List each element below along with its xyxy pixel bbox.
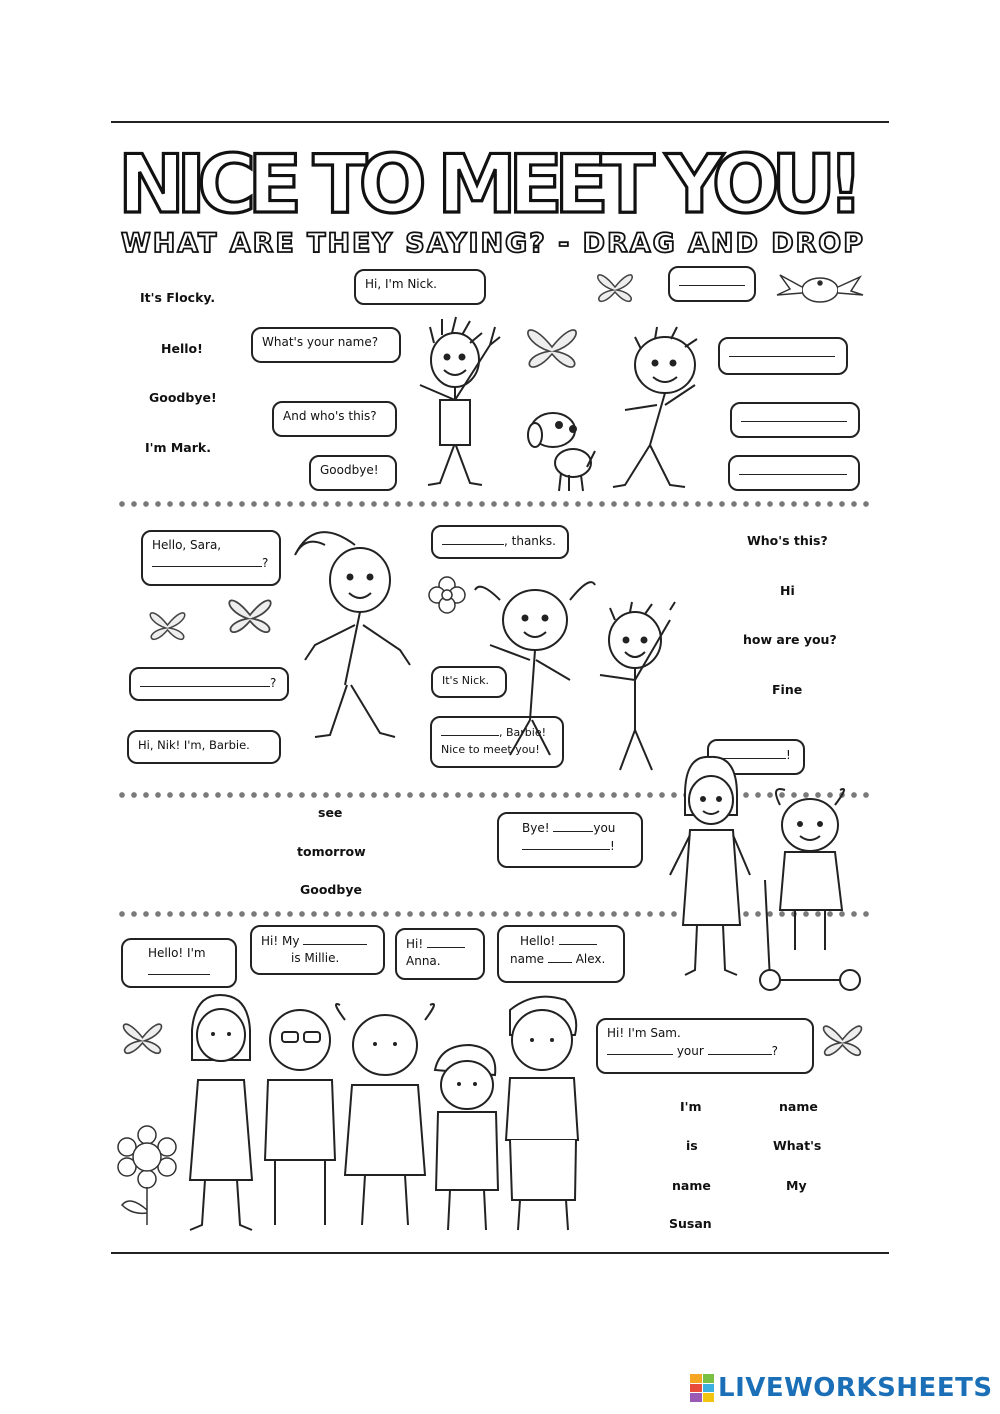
butterfly-icon xyxy=(815,1012,870,1067)
bubble-text: And who's this? xyxy=(283,409,377,423)
bubble-text: , Barbie! xyxy=(499,726,547,739)
bubble-text: you xyxy=(593,821,616,835)
bubble-text: is Millie. xyxy=(291,951,340,966)
boy-nick-waving-drawing xyxy=(400,315,530,495)
bird-icon xyxy=(775,265,865,310)
answer-blank[interactable] xyxy=(427,935,465,948)
bubble-text: name xyxy=(510,952,545,967)
speech-bubble-hello-alex xyxy=(497,925,625,983)
word-bank-item[interactable]: see xyxy=(318,805,343,820)
word-bank-item[interactable]: name xyxy=(779,1099,818,1114)
speech-bubble-who-is-this xyxy=(272,401,397,437)
speech-bubble-hello-sara: Hello, Sara, ? xyxy=(141,530,281,586)
answer-bubble[interactable] xyxy=(718,337,848,375)
word-bank-item[interactable]: Goodbye! xyxy=(149,390,217,405)
bubble-text: Hello! xyxy=(520,934,556,948)
title-banner xyxy=(112,128,872,260)
answer-blank[interactable] xyxy=(553,819,593,832)
answer-blank[interactable] xyxy=(148,962,210,975)
word-bank-item[interactable]: Hi xyxy=(780,583,795,598)
butterfly-icon xyxy=(512,312,592,382)
word-bank-item[interactable]: Hello! xyxy=(161,341,203,356)
answer-blank[interactable] xyxy=(522,837,610,850)
bubble-text: , thanks. xyxy=(504,534,556,548)
boy-mark-drawing xyxy=(605,325,720,495)
girl-barbie-drawing xyxy=(285,515,425,745)
answer-bubble[interactable] xyxy=(668,266,756,302)
speech-bubble-whats-your-name xyxy=(251,327,401,363)
sunflower-icon xyxy=(112,1125,182,1230)
girl-in-dress-drawing xyxy=(665,755,755,985)
bubble-text: Hi, Nik! I'm, Barbie. xyxy=(138,738,250,752)
bubble-text: Alex. xyxy=(575,952,606,967)
butterfly-icon xyxy=(140,600,195,650)
group-of-children-drawing xyxy=(180,990,640,1240)
word-bank-item[interactable]: is xyxy=(686,1138,698,1153)
flower-icon xyxy=(425,573,470,618)
bubble-text: Nice to meet you! xyxy=(441,742,540,756)
speech-bubble-hello-im xyxy=(121,938,237,988)
speech-bubble-answer: ! xyxy=(707,739,805,775)
word-bank-item[interactable]: how are you? xyxy=(743,632,837,647)
answer-blank[interactable] xyxy=(708,1042,772,1055)
bottom-rule xyxy=(111,1252,889,1254)
bubble-text: It's Nick. xyxy=(442,674,490,687)
answer-blank[interactable] xyxy=(140,674,270,687)
dog-flocky-drawing xyxy=(525,405,605,495)
answer-blank[interactable] xyxy=(152,554,262,567)
word-bank-item[interactable]: What's xyxy=(773,1138,822,1153)
answer-blank[interactable] xyxy=(442,532,504,545)
answer-blank[interactable] xyxy=(679,273,745,286)
answer-blank[interactable] xyxy=(303,932,367,945)
word-bank-item[interactable]: My xyxy=(786,1178,807,1193)
bubble-text: Bye! xyxy=(522,821,550,835)
butterfly-icon xyxy=(115,1010,170,1065)
butterfly-icon xyxy=(220,585,280,645)
logo-mark-icon xyxy=(690,1374,714,1402)
word-bank-item[interactable]: Goodbye xyxy=(300,882,362,897)
bubble-text: Anna. xyxy=(406,954,441,969)
speech-bubble-bye: Bye! you ! xyxy=(497,812,643,868)
speech-bubble-thanks xyxy=(431,525,569,559)
word-bank-item[interactable]: tomorrow xyxy=(297,844,366,859)
word-bank-item[interactable]: name xyxy=(672,1178,711,1193)
answer-bubble[interactable] xyxy=(730,402,860,438)
word-bank-item[interactable]: Susan xyxy=(669,1216,712,1231)
bubble-text: Hi! My xyxy=(261,934,300,948)
answer-blank[interactable] xyxy=(559,932,597,945)
bubble-text: What's your name? xyxy=(262,335,379,349)
word-bank-item[interactable]: Who's this? xyxy=(747,533,828,548)
answer-blank[interactable] xyxy=(548,950,572,963)
answer-blank[interactable] xyxy=(739,462,847,475)
worksheet-subtitle: WHAT ARE THEY SAYING? - DRAG AND DROP xyxy=(121,228,863,259)
speech-bubble-hi-nick xyxy=(354,269,486,305)
section-divider-1 xyxy=(116,501,870,507)
speech-bubble-hi-my xyxy=(250,925,385,975)
bubble-text: Goodbye! xyxy=(320,463,379,477)
answer-bubble[interactable] xyxy=(728,455,860,491)
speech-bubble-goodbye xyxy=(309,455,397,491)
speech-bubble-hi-nik xyxy=(127,730,281,764)
girl-sara-drawing xyxy=(470,560,600,760)
worksheet-title: NICE TO MEET YOU! xyxy=(118,138,866,231)
answer-blank[interactable] xyxy=(741,409,847,422)
bubble-text: Hello! I'm xyxy=(148,946,206,960)
bubble-text: Hi, I'm Nick. xyxy=(365,277,437,291)
bubble-text: Hi! I'm Sam. xyxy=(607,1026,681,1040)
bubble-text: your xyxy=(676,1044,704,1059)
boy-nick-drawing xyxy=(590,600,690,780)
butterfly-icon xyxy=(590,262,640,312)
word-bank-item[interactable]: I'm xyxy=(680,1099,702,1114)
brand-name: LIVEWORKSHEETS xyxy=(718,1373,993,1403)
bubble-text: Hi! xyxy=(406,937,424,951)
speech-bubble-sam: Hi! I'm Sam. your ? xyxy=(596,1018,814,1074)
word-bank-item[interactable]: I'm Mark. xyxy=(145,440,211,455)
speech-bubble-hi-anna xyxy=(395,928,485,980)
word-bank-item[interactable]: It's Flocky. xyxy=(140,290,216,305)
top-rule xyxy=(111,121,889,123)
word-bank-item[interactable]: Fine xyxy=(772,682,803,697)
girl-on-scooter-drawing xyxy=(750,780,870,995)
liveworksheets-logo xyxy=(690,1373,993,1403)
speech-bubble-question: ? xyxy=(129,667,289,701)
bubble-text: Hello, Sara, xyxy=(152,538,222,552)
answer-blank[interactable] xyxy=(729,344,835,357)
